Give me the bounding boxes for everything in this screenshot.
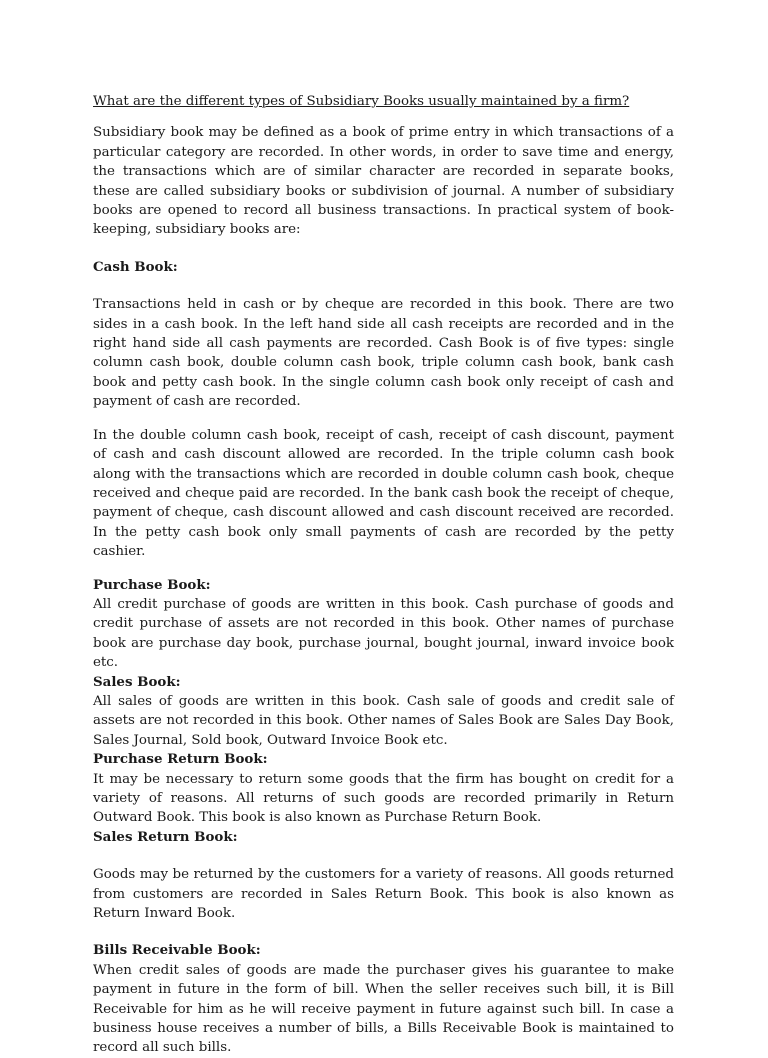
cash-book-heading: Cash Book:: [93, 258, 178, 275]
bills-receivable-book-heading: Bills Receivable Book:: [93, 942, 261, 959]
cash-book-paragraph-2: In the double column cash book, receipt of cash, receipt of cash discount, payment of cash and cash discount allowed are recorded. In the triple column cash book along with the transactions which are recorded in double column cash book, cheque received and cheque paid are recorded. In the bank cash book the receipt of cheque, payment of cheque, cash discount allowed and cash discount received are recorded. In the petty cash book only small payments of cash are recorded by the petty cashier.: [93, 427, 674, 560]
sales-book-heading: Sales Book:: [93, 673, 181, 690]
sales-book-paragraph: All sales of goods are written in this book. Cash sale of goods and credit sale of assets are not recorded in this book. Other names of Sales Book are Sales Day Book, Sales Journal, Sold book, Outward Invoice Book etc.: [93, 693, 674, 748]
sales-return-book-heading: Sales Return Book:: [93, 828, 238, 845]
purchase-book-paragraph: All credit purchase of goods are written in this book. Cash purchase of goods and credit purchase of assets are not recorded in this book. Other names of purchase book are purchase day book, purchase journal, bought journal, inward invoice book etc.: [93, 596, 674, 671]
cash-book-paragraph-1: Transactions held in cash or by cheque are recorded in this book. There are two sides in a cash book. In the left hand side all cash receipts are recorded and in the right hand side all cash payments are recorded. Cash Book is of five types: single column cash book, double column cash book, triple column cash book, bank cash book and petty cash book. In the single column cash book only receipt of cash and payment of cash are recorded.: [93, 297, 674, 410]
bills-receivable-book-paragraph: When credit sales of goods are made the purchaser gives his guarantee to make payment in future in the form of bill. When the seller receives such bill, it is Bill Receivable for him as he will receive payment in future against such bill. In case a business house receives a number of bills, a Bills Receivable Book is maintained to record all such bills.: [93, 962, 674, 1056]
purchase-return-book-heading: Purchase Return Book:: [93, 751, 268, 768]
sales-return-book-paragraph: Goods may be returned by the customers for a variety of reasons. All goods returned from customers are recorded in Sales Return Book. This book is also known as Return Inward Book.: [93, 867, 674, 922]
intro-paragraph: Subsidiary book may be defined as a book of prime entry in which transactions of a particular category are recorded. In other words, in order to save time and energy, the transactions which are of similar character are recorded in separate books, these are called subsidiary books or subdivision of journal. A number of subsidiary books are opened to record all business transactions. In practical system of book-keeping, subsidiary books are:: [93, 125, 674, 238]
purchase-book-heading: Purchase Book:: [93, 576, 211, 593]
document-title: What are the different types of Subsidiary Books usually maintained by a firm?: [93, 94, 630, 109]
purchase-return-book-paragraph: It may be necessary to return some goods that the firm has bought on credit for a variety of reasons. All returns of such goods are recorded primarily in Return Outward Book. This book is also known as Purchase Return Book.: [93, 771, 674, 826]
